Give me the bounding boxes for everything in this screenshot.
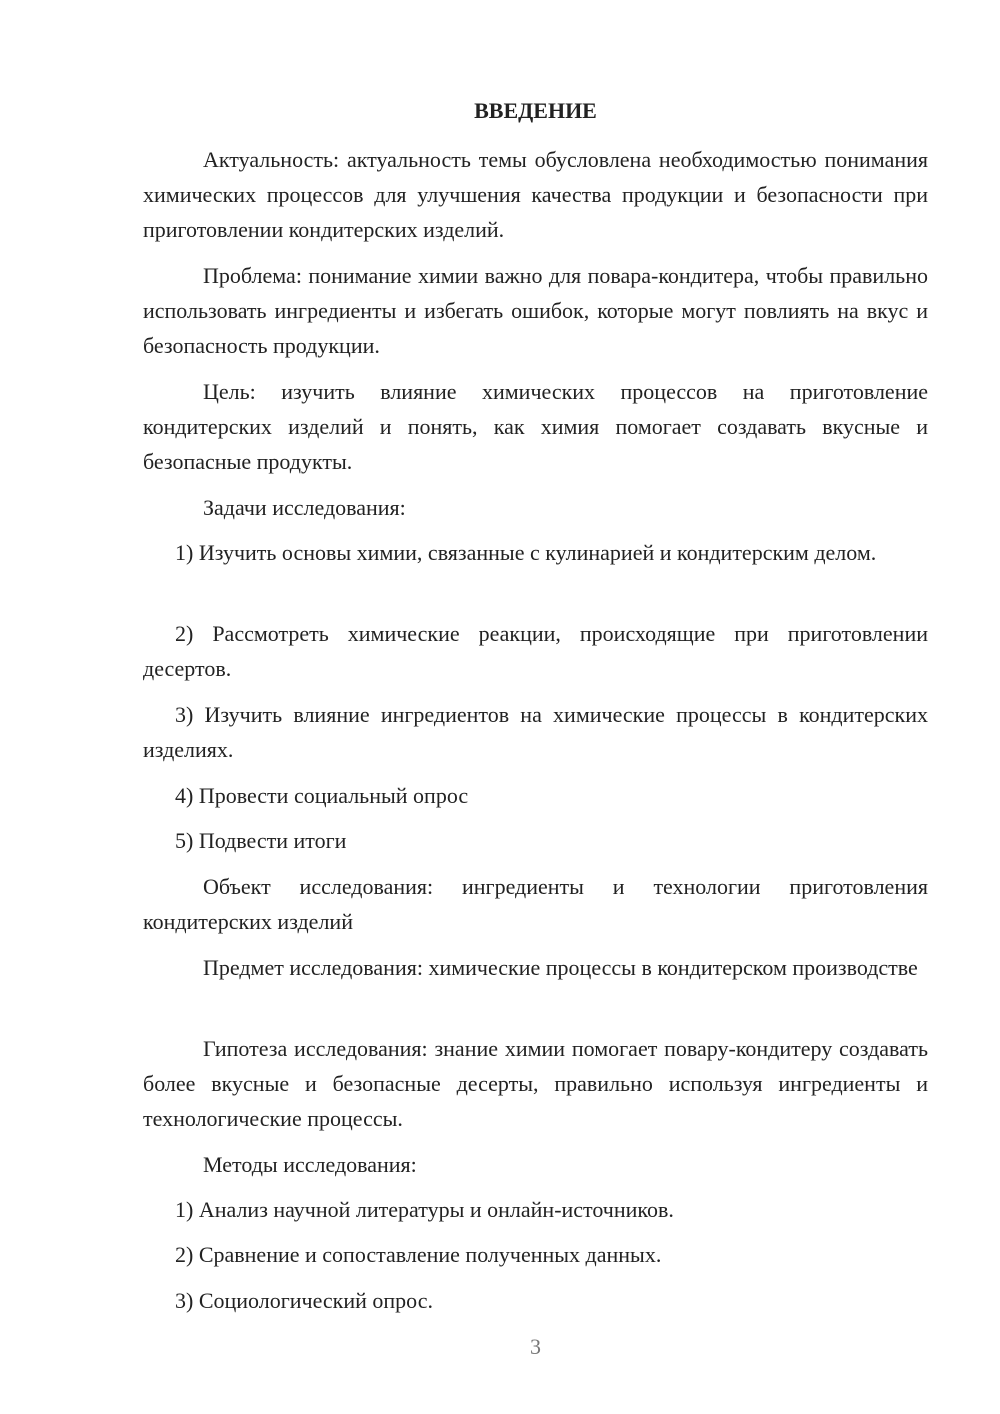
subject-paragraph: Предмет исследования: химические процессы в кондитерском производстве xyxy=(203,955,918,980)
relevance-paragraph: Актуальность: актуальность темы обусловлена необходимостью понимания химических процессов для улучшения качества продукции и безопасности при приготовлении кондитерских изделий. xyxy=(143,147,928,242)
task-item-3: 3) Изучить влияние ингредиентов на химические процессы в кондитерских изделиях. xyxy=(143,702,928,762)
hypothesis-paragraph: Гипотеза исследования: знание химии помогает повару-кондитеру создавать более вкусные и безопасные десерты, правильно используя ингредиенты и технологические процессы. xyxy=(143,1036,928,1131)
problem-paragraph: Проблема: понимание химии важно для повара-кондитера, чтобы правильно использовать ингредиенты и избегать ошибок, которые могут повлиять на вкус и безопасность продукции. xyxy=(143,263,928,358)
page-title: ВВЕДЕНИЕ xyxy=(474,98,597,123)
tasks-title: Задачи исследования: xyxy=(203,495,406,520)
method-item-3: 3) Социологический опрос. xyxy=(175,1288,433,1313)
method-item-2: 2) Сравнение и сопоставление полученных данных. xyxy=(175,1242,662,1267)
task-item-4: 4) Провести социальный опрос xyxy=(175,783,469,808)
task-item-2: 2) Рассмотреть химические реакции, происходящие при приготовлении десертов. xyxy=(143,621,928,681)
goal-paragraph: Цель: изучить влияние химических процессов на приготовление кондитерских изделий и понять, как химия помогает создавать вкусные и безопасные продукты. xyxy=(143,379,928,474)
task-item-5: 5) Подвести итоги xyxy=(175,828,347,853)
methods-title: Методы исследования: xyxy=(203,1152,417,1177)
object-paragraph: Объект исследования: ингредиенты и технологии приготовления кондитерских изделий xyxy=(143,874,928,934)
page-number: 3 xyxy=(530,1334,541,1359)
task-item-1: 1) Изучить основы химии, связанные с кулинарией и кондитерским делом. xyxy=(175,540,877,565)
method-item-1: 1) Анализ научной литературы и онлайн-источников. xyxy=(175,1197,674,1222)
